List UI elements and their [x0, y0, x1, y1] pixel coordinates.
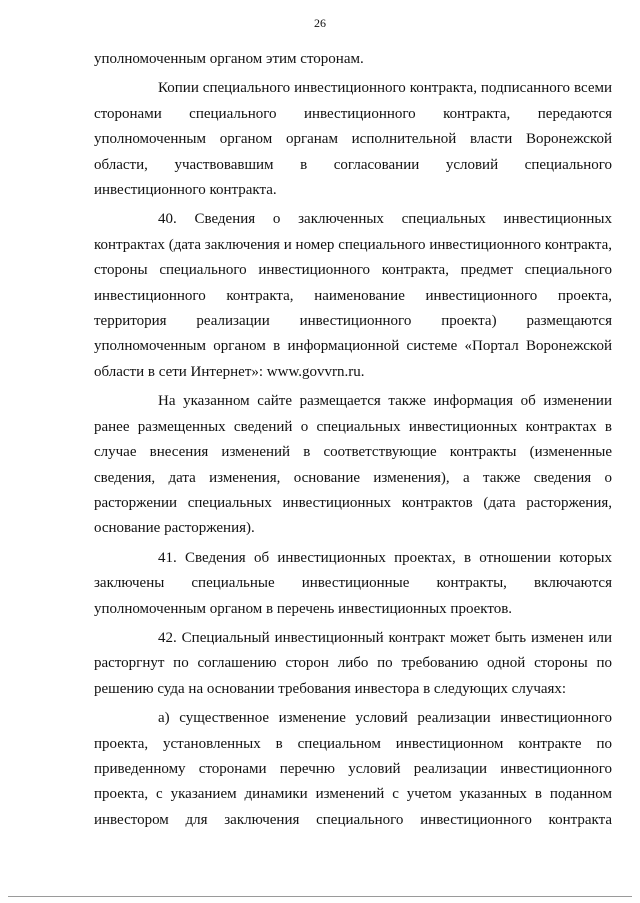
page-number: 26: [314, 16, 326, 30]
paragraph-continuation: уполномоченным органом этим сторонам.: [94, 51, 364, 67]
paragraph-40: 40. Сведения о заключенных специальных инвестиционных контрактах (дата заключения и номер специального инвестиционного контракта, стороны специального инвестиционного контракта, предмет специального инвестиционного контракта, наименование инвестиционного проекта, территория реализации инвестиционного проекта) размещаются уполномоченным органом в информационной системе «Портал Воронежской области в сети Интернет»: www.govvrn.ru.: [94, 211, 612, 380]
paragraph-42-item-a: а) существенное изменение условий реализации инвестиционного проекта, установленных в специальном инвестиционном контракте по приведенному сторонами перечню условий реализации инвестиционного проекта, с указанием динамики изменений с учетом указанных в поданном инвестором для заключения специального инвестиционного контракта: [94, 710, 612, 828]
paragraph-contract-copies: Копии специального инвестиционного контракта, подписанного всеми сторонами специального инвестиционного контракта, передаются уполномоченным органом органам исполнительной власти Воронежской области, участвовавшим в согласовании условий специального инвестиционного контракта.: [94, 80, 612, 199]
document-body: [94, 47, 612, 833]
paragraph-41: 41. Сведения об инвестиционных проектах, в отношении которых заключены специальные инвестиционные контракты, включаются уполномоченным органом в перечень инвестиционных проектов.: [94, 549, 612, 617]
paragraph-42: 42. Специальный инвестиционный контракт может быть изменен или расторгнут по соглашению сторон либо по требованию одной стороны по решению суда на основании требования инвестора в следующих случаях:: [94, 629, 612, 697]
page-bottom-rule: [8, 896, 632, 897]
paragraph-site-information: На указанном сайте размещается также информация об изменении ранее размещенных сведений о специальных инвестиционных контрактах в случае внесения изменений в соответствующие контракты (измененные сведения, дата изменения, основание изменения), а также сведения о расторжении специальных инвестиционных контрактов (дата расторжения, основание расторжения).: [94, 393, 612, 537]
